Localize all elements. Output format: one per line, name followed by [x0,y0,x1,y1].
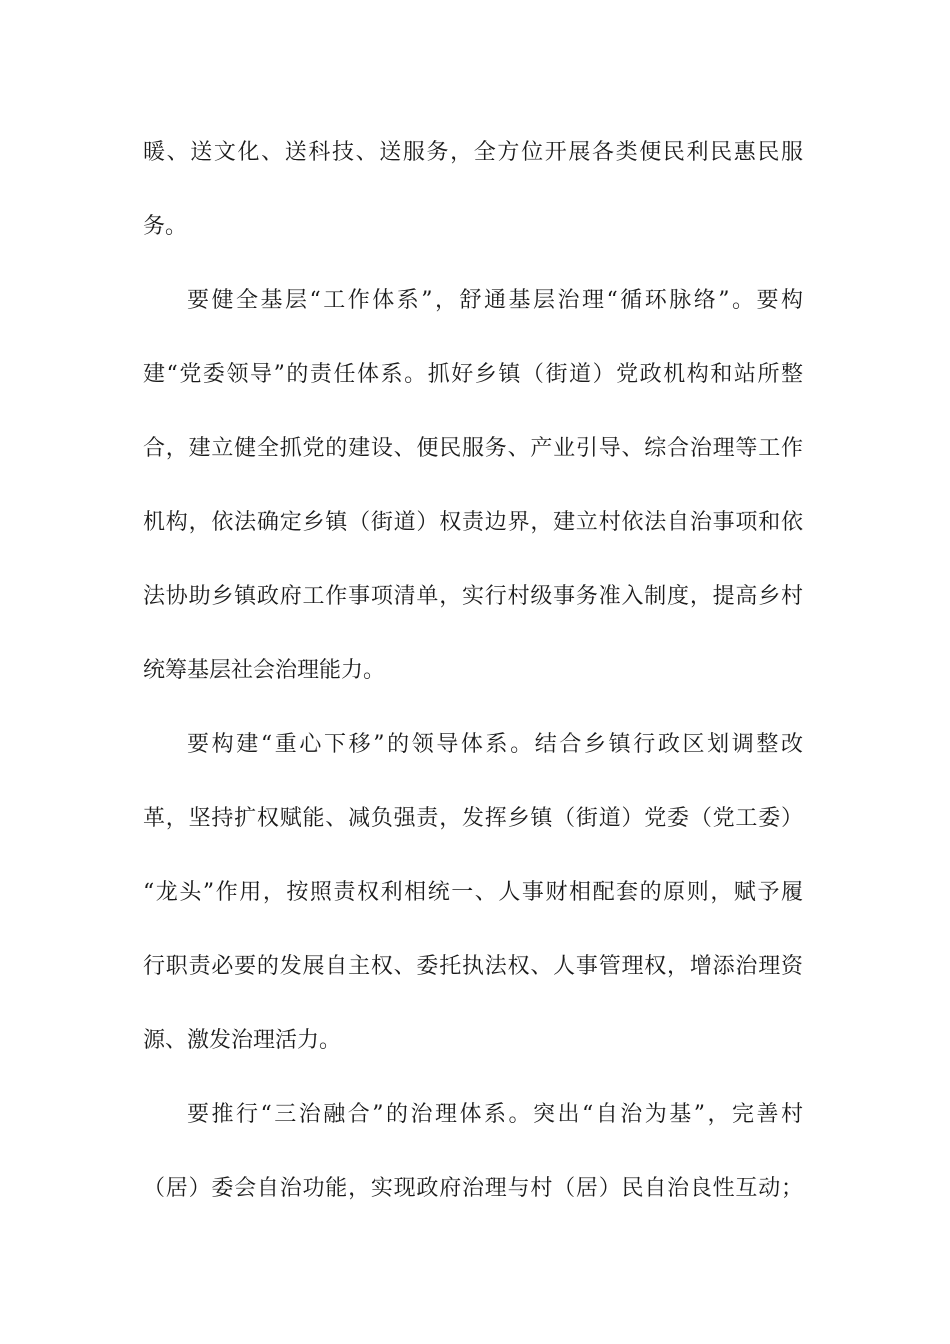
text-line: 行职责必要的发展自主权、委托执法权、人事管理权，增添治理资 [143,954,803,979]
text-line: 法协助乡镇政府工作事项清单，实行村级事务准入制度，提高乡村 [143,584,803,609]
text-line: 建“党委领导”的责任体系。抓好乡镇（街道）党政机构和站所整 [143,362,803,387]
document-body [143,127,803,1237]
text-line: （居）委会自治功能，实现政府治理与村（居）民自治良性互动； [143,1176,803,1201]
text-line: 源、激发治理活力。 [143,1028,342,1053]
text-line: “龙头”作用，按照责权利相统一、人事财相配套的原则，赋予履 [143,880,803,905]
text-line: 机构，依法确定乡镇（街道）权责边界，建立村依法自治事项和依 [143,510,803,535]
text-line: 务。 [143,214,188,239]
text-line: 革，坚持扩权赋能、减负强责，发挥乡镇（街道）党委（党工委） [143,806,803,831]
text-line: 统筹基层社会治理能力。 [143,658,386,683]
text-line: 合，建立健全抓党的建设、便民服务、产业引导、综合治理等工作 [143,436,803,461]
text-line: 暖、送文化、送科技、送服务，全方位开展各类便民利民惠民服 [143,140,803,165]
paragraph-first-line: 要健全基层“工作体系”，舒通基层治理“循环脉络”。要构 [187,288,803,313]
paragraph-first-line: 要推行“三治融合”的治理体系。突出“自治为基”，完善村 [187,1102,803,1127]
paragraph-first-line: 要构建“重心下移”的领导体系。结合乡镇行政区划调整改 [187,732,803,757]
